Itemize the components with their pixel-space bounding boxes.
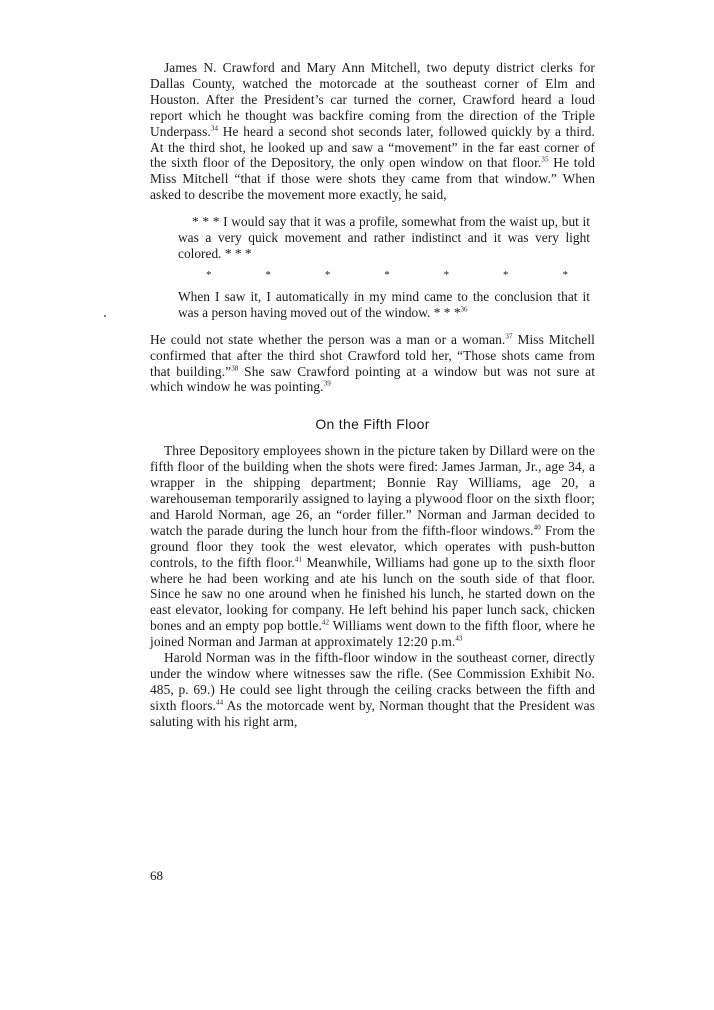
paragraph-fifth-floor: Three Depository employees shown in the picture taken by Dillard were on the fifth floor of the building when the shots were fired: James Jarman, Jr., age 34, a wrapper in the shipping department; Bonnie Ray Williams, age 20, a warehouseman temporarily assigned to laying a plywood floor on the sixth floor; and Harold Norman, age 26, an “order filler.” Norman and Jarman decided to watch the parade during the lunch hour from the fifth-floor windows.$^{40}$ From the ground floor they took the west elevator, which operates with push-button controls, to the fifth floor.$^{41}$ Meanwhile, Williams had gone up to the sixth floor where he had been working and ate his lunch on the south side of that floor. Since he saw no one around when he finished his lunch, he started down on the east elevator, looking for company. He left behind his paper lunch sack, chicken bones and an empty pop bottle.$^{42}$ Williams went down to the fifth floor, where he joined Norman and Jarman at approximately 12:20 p.m.$^{43}$ [150, 443, 595, 650]
star: * [265, 268, 271, 281]
footnote-ref: 41 [294, 555, 303, 564]
star: * [443, 268, 450, 281]
footnote-ref: 40 [533, 523, 541, 532]
star: * [206, 268, 212, 281]
block-quote-profile: * * * I would say that it was a profile, somewhat from the waist up, but it was a very quick movement and rather indistinct and it was very light colored. * * * [178, 214, 590, 261]
paragraph-norman: Harold Norman was in the fifth-floor window in the southeast corner, directly under the window where witnesses saw the rifle. (See Commission Exhibit No. 485, p. 69.) He could see light through the ceiling cracks between the fifth and sixth floors.$^{44}$ As the motorcade went by, Norman thought that the President was saluting with his right arm, [150, 650, 596, 729]
footnote-ref: 35 [541, 155, 549, 164]
star: * [503, 268, 509, 281]
star: * [562, 268, 568, 281]
paragraph-crawford: James N. Crawford and Mary Ann Mitchell, two deputy district clerks for Dallas County, watched the motorcade at the southeast corner of Elm and Houston. After the President’s car turned the corner, Crawford heard a loud report which he thought was backfire coming from the direction of the Triple Underpass.$^{34}$ He heard a second shot seconds later, followed quickly by a third. At the third shot, he looked up and saw a “movement” in the far east corner of the sixth floor of the Depository, the only open window on that floor.$^{35}$ He told Miss Mitchell “that if those were shots they came from that window.” When asked to describe the movement more exactly, he said, [150, 60, 595, 203]
scan-speck [104, 315, 106, 317]
section-heading: On the Fifth Floor [315, 416, 430, 433]
footnote-ref: 44 [216, 698, 224, 707]
footnote-ref: 38 [231, 364, 239, 373]
footnote-ref: 36 [460, 305, 468, 314]
ellipsis-stars [178, 268, 568, 282]
footnote-ref: 39 [323, 379, 331, 388]
footnote-ref: 43 [455, 634, 463, 643]
block-quote-conclusion: When I saw it, I automatically in my mind came to the conclusion that it was a person having moved out of the window. * * *$^{36}$ [178, 288, 590, 320]
paragraph-mitchell: He could not state whether the person was a man or a woman.$^{37}$ Miss Mitchell confirmed that after the third shot Crawford told her, “Those shots came from that building.”$^{38}$ She saw Crawford pointing at a window but was not sure at which window he was pointing.$^{39}$ [150, 331, 596, 395]
star: * [384, 268, 390, 281]
footnote-ref: 37 [505, 332, 513, 341]
star: * [324, 268, 331, 281]
footnote-ref: 34 [210, 124, 219, 133]
footnote-ref: 42 [321, 618, 330, 627]
page-body [150, 60, 595, 730]
page-number: 68 [150, 868, 163, 883]
